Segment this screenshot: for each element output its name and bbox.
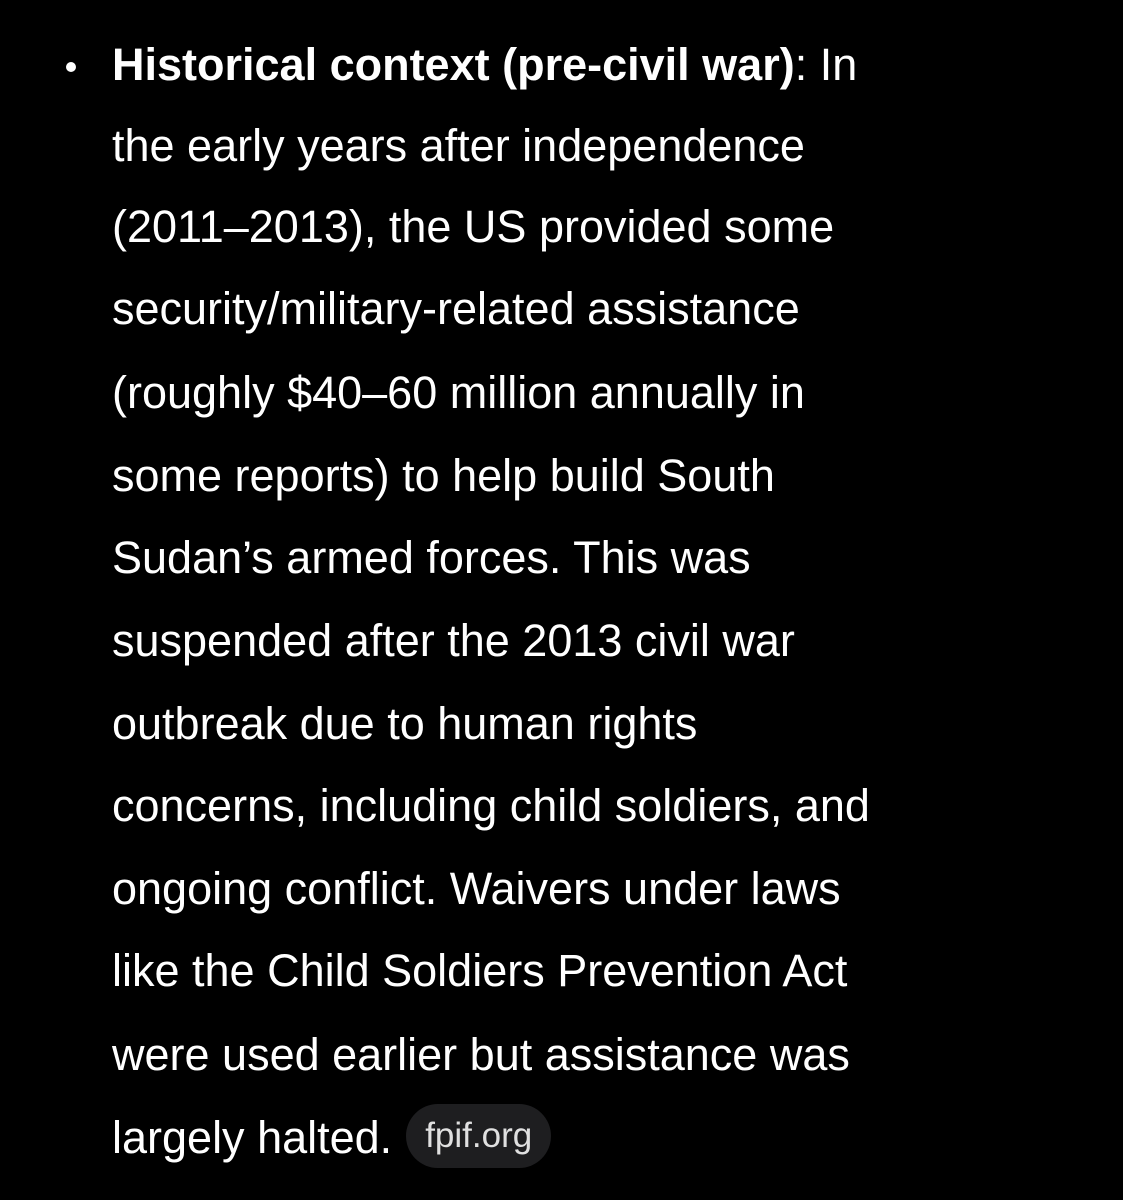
bullet-text-line: were used earlier but assistance was <box>112 1029 850 1080</box>
bullet-heading: Historical context (pre-civil war) <box>112 39 795 90</box>
bullet-last-line <box>112 1108 551 1168</box>
bullet-text-line: some reports) to help build South <box>112 450 775 501</box>
bullet-text-line: the early years after independence <box>112 120 805 171</box>
bullet-text-line: security/military-related assistance <box>112 283 800 334</box>
bullet-marker <box>66 62 76 72</box>
bullet-line-1 <box>112 35 857 95</box>
bullet-text-line: suspended after the 2013 civil war <box>112 615 795 666</box>
source-citation-chip[interactable]: fpif.org <box>406 1104 551 1168</box>
bullet-text-line: (2011–2013), the US provided some <box>112 201 835 252</box>
bullet-text-line: (roughly $40–60 million annually in <box>112 367 805 418</box>
bullet-text-line: like the Child Soldiers Prevention Act <box>112 945 848 996</box>
bullet-text-line: ongoing conflict. Waivers under laws <box>112 863 841 914</box>
bullet-text-line: Sudan’s armed forces. This was <box>112 532 751 583</box>
bullet-text-line: concerns, including child soldiers, and <box>112 780 870 831</box>
bullet-text-line: largely halted. <box>112 1112 393 1163</box>
bullet-heading-suffix: : In <box>794 39 858 90</box>
bullet-text-line: outbreak due to human rights <box>112 698 698 749</box>
